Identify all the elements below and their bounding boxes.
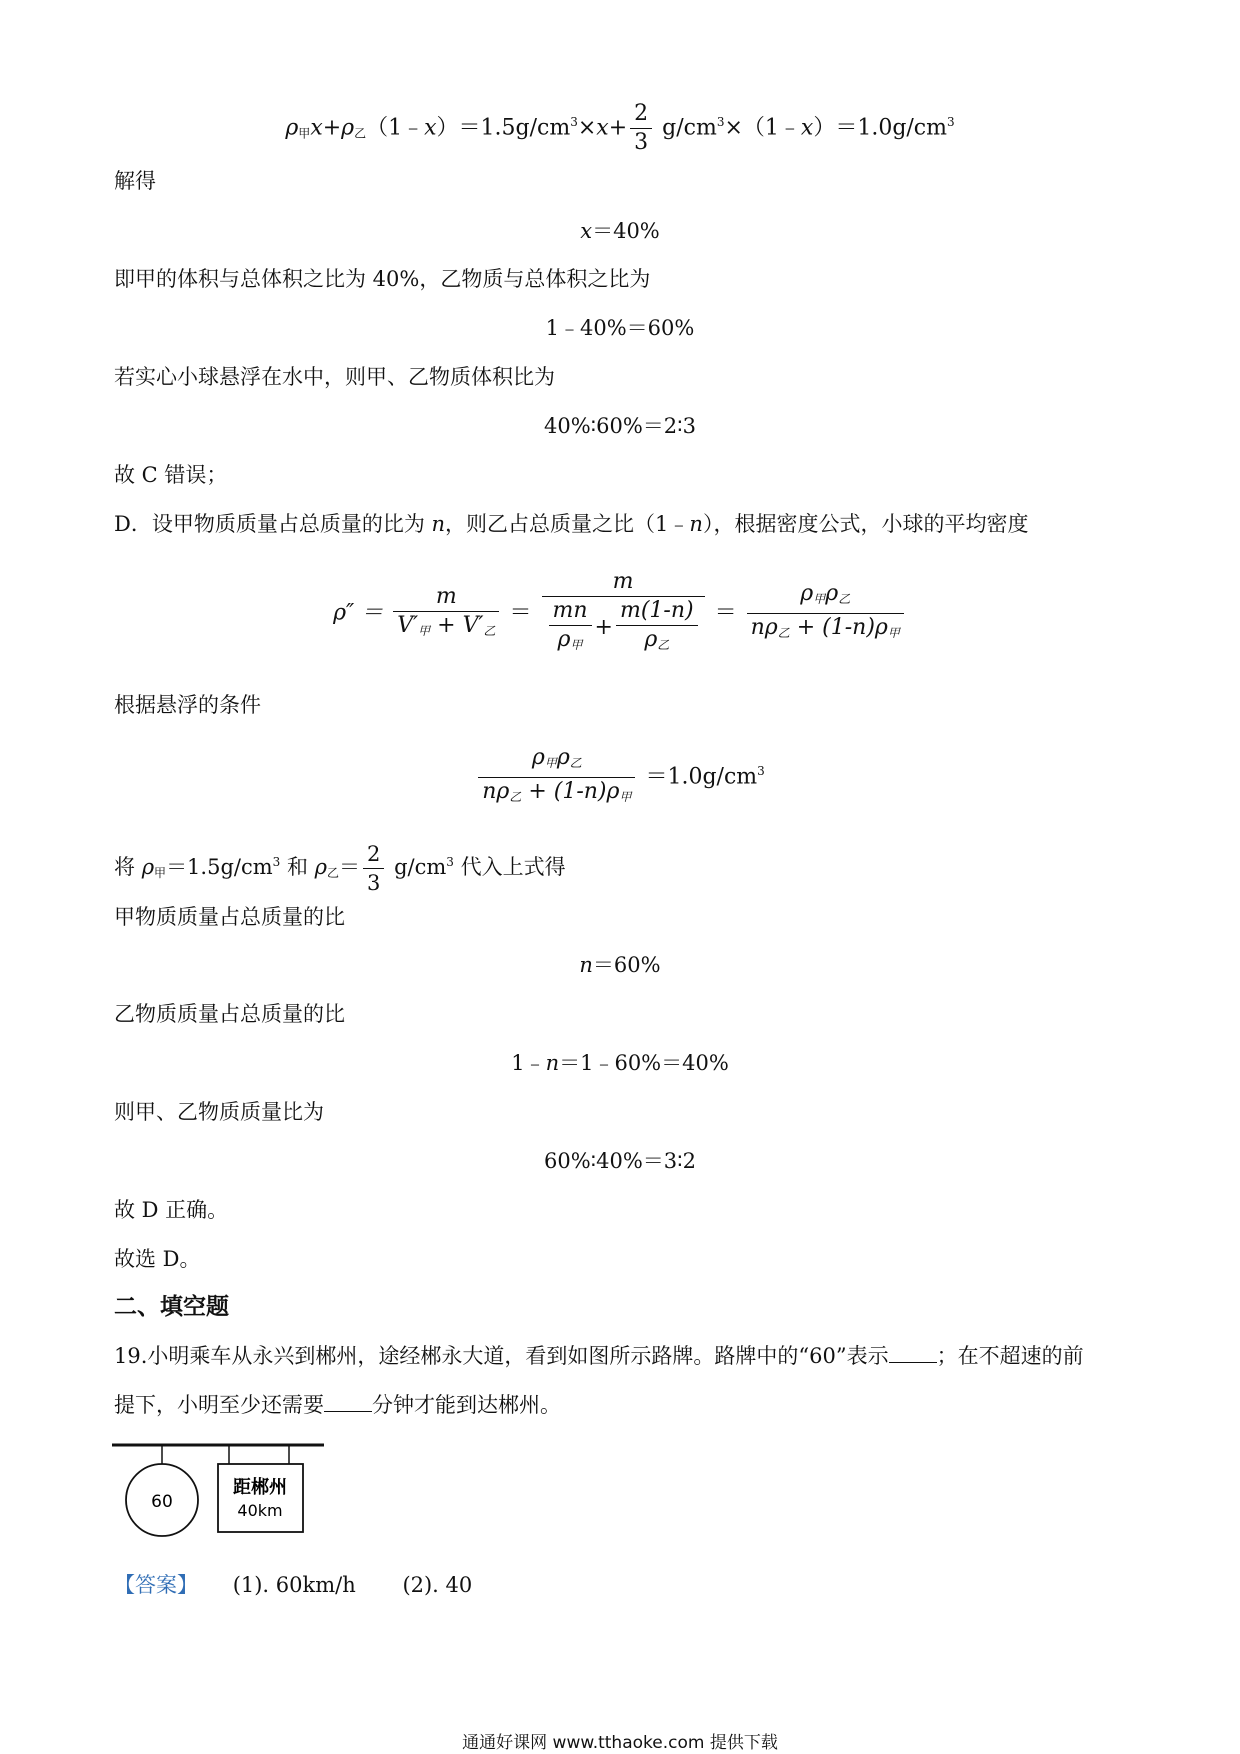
- rho-symbol: ρ: [141, 855, 155, 879]
- eq-text: 1﹣: [511, 1051, 546, 1075]
- subscript: 乙: [327, 866, 340, 880]
- text-line: 解得: [114, 169, 156, 193]
- subscript: 乙: [838, 592, 851, 606]
- eq-text: ）＝1.0g/cm: [813, 115, 947, 141]
- equation-ratio-23: 40%∶60%＝2∶3: [543, 414, 696, 438]
- plus-sign: +: [430, 612, 463, 638]
- text: ＝1.5g/cm: [166, 855, 273, 879]
- text: 代入上式得: [453, 855, 566, 879]
- numerator: 2: [363, 840, 384, 869]
- rho-symbol: ρ: [341, 115, 355, 141]
- denominator: [616, 626, 698, 659]
- plus-sign: +: [322, 115, 342, 141]
- fraction-compound: [542, 568, 705, 659]
- eq-text: ＝1.0g/cm: [645, 764, 758, 790]
- equation-x: [0, 216, 1240, 246]
- eq-text: + (1-n)ρ: [789, 615, 888, 640]
- numerator: m: [542, 568, 705, 597]
- eq-text: （1﹣: [366, 115, 425, 141]
- eq-text: + (1-n)ρ: [521, 779, 620, 804]
- plus-sign: +: [608, 115, 628, 141]
- superscript: 3: [272, 855, 281, 869]
- eq-text: ）＝1.5g/cm: [436, 115, 571, 141]
- denominator: 3: [634, 130, 649, 155]
- text: 和: [280, 855, 315, 879]
- subscript: 乙: [483, 623, 496, 638]
- text: ，则乙占总质量之比（1﹣: [445, 512, 690, 536]
- subscript: 乙: [509, 790, 522, 804]
- eq-text: ρ: [644, 627, 658, 652]
- superscript: 3: [757, 764, 765, 779]
- speed-limit-text: 60: [151, 1492, 173, 1512]
- var-x: x: [424, 115, 437, 141]
- text: ），根据密度公式，小球的平均密度: [702, 512, 1029, 536]
- text: ；在不超速的前: [936, 1344, 1084, 1368]
- eq-text: ＝40%: [592, 219, 660, 243]
- text: ＝: [339, 855, 361, 879]
- denominator: [478, 778, 635, 811]
- answer-tag: 【答案】: [114, 1573, 198, 1597]
- superscript: 3: [716, 115, 725, 130]
- question-19-line1: [114, 1341, 1084, 1371]
- equals-sign: ＝: [714, 600, 737, 626]
- numerator: mn: [549, 597, 592, 626]
- text: 将: [114, 855, 142, 879]
- subscript-yi: 乙: [354, 126, 367, 141]
- fraction-two-thirds: [363, 840, 384, 897]
- equation-average-density: [0, 568, 1240, 659]
- answer-blank: [324, 1391, 372, 1412]
- distance-sign-board: [218, 1464, 303, 1532]
- eq-text: ρ″ ＝: [333, 600, 384, 626]
- denominator: [549, 626, 592, 659]
- eq-text: V′: [397, 612, 419, 638]
- var-x: x: [310, 115, 323, 141]
- var-n: n: [545, 1051, 560, 1075]
- eq-text: V′: [462, 612, 484, 638]
- answer-1: (1). 60km/h: [232, 1573, 356, 1597]
- equation-suspend-condition: [0, 744, 1240, 811]
- subscript: 甲: [418, 623, 431, 638]
- equation-n: [0, 950, 1240, 980]
- fraction-result: [478, 744, 635, 811]
- denominator: [542, 597, 705, 659]
- equation-ratio-32: 60%∶40%＝3∶2: [543, 1149, 696, 1173]
- text-line: 故 D 正确。: [114, 1198, 229, 1222]
- fraction-m-over-v: [393, 583, 499, 645]
- subscript-jia: 甲: [298, 126, 311, 141]
- page-footer: 通通好课网 www.tthaoke.com 提供下载: [462, 1733, 778, 1753]
- eq-text: ρ: [556, 745, 570, 770]
- answer-2: (2). 40: [402, 1573, 473, 1597]
- text: 提下，小明至少还需要: [114, 1393, 324, 1417]
- fraction-mn: [549, 597, 592, 659]
- var-x: x: [800, 115, 814, 141]
- denominator: [747, 614, 904, 647]
- numerator: [747, 580, 904, 614]
- var-x: x: [596, 115, 609, 141]
- answer-line: [114, 1570, 472, 1600]
- var-n: n: [579, 953, 593, 977]
- text-line: 若实心小球悬浮在水中，则甲、乙物质体积比为: [114, 365, 555, 389]
- road-sign-figure: [110, 1442, 330, 1552]
- text: 19.小明乘车从永兴到郴州，途经郴永大道，看到如图所示路牌。路牌中的“60”表示: [114, 1344, 889, 1368]
- numerator: [478, 744, 635, 778]
- fraction-result: [747, 580, 904, 647]
- eq-text: ρ: [800, 581, 814, 606]
- text-line-substitute: [114, 840, 566, 897]
- subscript: 甲: [570, 638, 583, 652]
- subscript: 乙: [569, 756, 582, 770]
- rho-symbol: ρ: [314, 855, 328, 879]
- text: g/cm: [387, 855, 447, 879]
- eq-text: g/cm: [655, 115, 717, 141]
- answer-blank: [889, 1342, 937, 1363]
- subscript: 甲: [887, 626, 900, 640]
- var-n: n: [431, 512, 446, 536]
- text-line: 故 C 错误；: [114, 463, 228, 487]
- eq-text: nρ: [482, 779, 510, 804]
- question-19-line2: [114, 1390, 561, 1420]
- text-line: 根据悬浮的条件: [114, 693, 261, 717]
- equation-60: 1﹣40%＝60%: [545, 316, 695, 340]
- superscript: 3: [446, 855, 454, 869]
- var-x: x: [580, 219, 593, 243]
- numerator: m: [393, 583, 499, 612]
- subscript: 乙: [657, 638, 670, 652]
- eq-text: ＝60%: [592, 953, 661, 977]
- section-title: 二、填空题: [114, 1293, 229, 1320]
- eq-text: ×（1﹣: [724, 115, 801, 141]
- subscript: 甲: [154, 866, 167, 880]
- eq-text: ρ: [531, 745, 545, 770]
- eq-text: ρ: [557, 627, 571, 652]
- eq-text: ρ: [825, 581, 839, 606]
- numerator: 2: [630, 100, 652, 129]
- distance-sign-destination: 距郴州: [233, 1477, 287, 1498]
- equals-sign: ＝: [509, 600, 532, 626]
- text-line: 故选 D。: [114, 1247, 201, 1271]
- distance-sign-value: 40km: [237, 1501, 283, 1520]
- text-line: 甲物质质量占总质量的比: [114, 905, 345, 929]
- equation-density-volume: [0, 100, 1240, 157]
- text-line: 即甲的体积与总体积之比为 40%，乙物质与总体积之比为: [114, 267, 651, 291]
- times-sign: ×: [577, 115, 597, 141]
- denominator: [393, 612, 499, 645]
- denominator: 3: [367, 871, 381, 895]
- text: D．设甲物质质量占总质量的比为: [114, 512, 432, 536]
- eq-text: nρ: [750, 615, 778, 640]
- rho-symbol: ρ: [285, 115, 299, 141]
- text-line: 乙物质质量占总质量的比: [114, 1002, 345, 1026]
- superscript: 3: [570, 115, 578, 130]
- equation-1-minus-n: [0, 1048, 1240, 1078]
- subscript: 甲: [619, 790, 632, 804]
- numerator: m(1-n): [616, 597, 698, 626]
- text-line-d: [114, 509, 1028, 539]
- text: 分钟才能到达郴州。: [372, 1393, 561, 1417]
- plus-sign: +: [594, 615, 613, 640]
- eq-text: ＝1﹣60%＝40%: [559, 1051, 729, 1075]
- fraction-two-thirds: [630, 100, 652, 157]
- text-line: 则甲、乙物质质量比为: [114, 1100, 324, 1124]
- subscript: 甲: [544, 756, 557, 770]
- subscript: 乙: [777, 626, 790, 640]
- var-n: n: [689, 512, 703, 536]
- superscript: 3: [947, 115, 955, 130]
- fraction-m1n: [616, 597, 698, 659]
- subscript: 甲: [813, 592, 826, 606]
